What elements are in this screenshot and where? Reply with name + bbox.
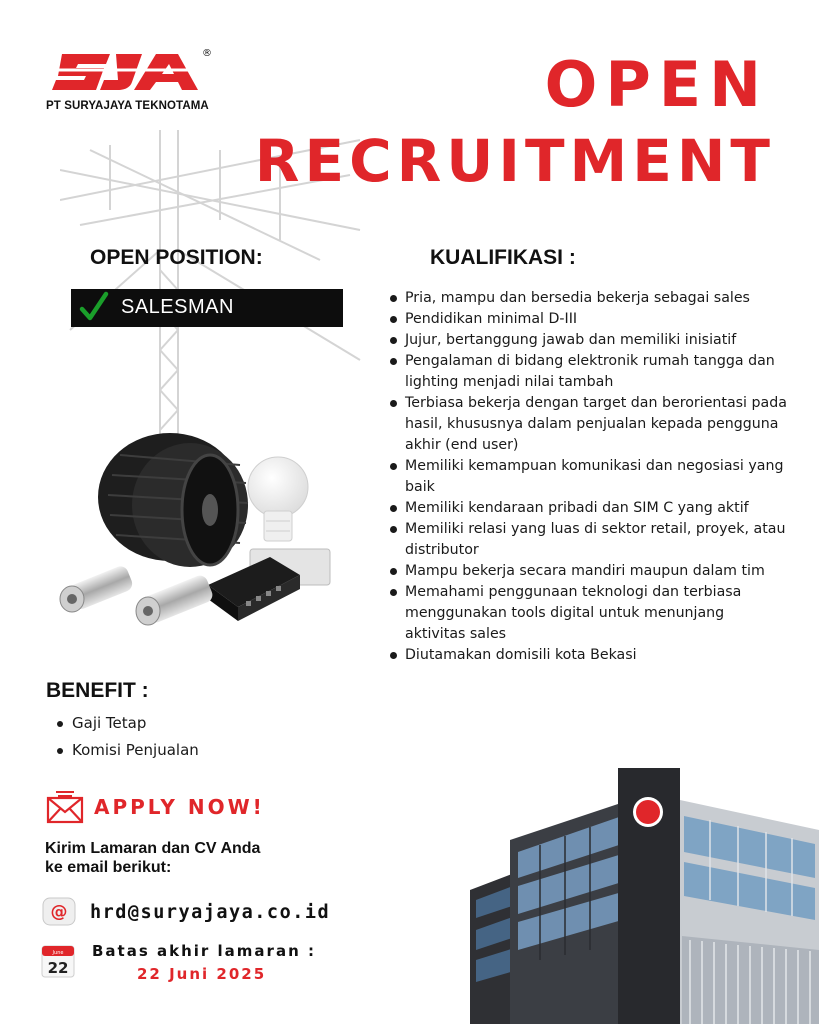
list-item: Diutamakan domisili kota Bekasi bbox=[388, 645, 788, 666]
apply-now-heading: APPLY NOW! bbox=[94, 795, 265, 819]
mail-icon bbox=[46, 790, 84, 824]
sja-logo-mark bbox=[52, 44, 212, 96]
cable-reel-icon bbox=[98, 433, 248, 567]
list-item: Mampu bekerja secara mandiri maupun dalam tim bbox=[388, 561, 788, 582]
kualifikasi-list bbox=[388, 288, 788, 666]
list-item: Jujur, bertanggung jawab dan memiliki inisiatif bbox=[388, 330, 788, 351]
company-name: PT SURYAJAYA TEKNOTAMA bbox=[46, 100, 209, 112]
power-supply-icon bbox=[208, 549, 330, 621]
headline-open: OPEN bbox=[544, 48, 769, 121]
calendar-month: June bbox=[52, 950, 64, 956]
deadline-label: Batas akhir lamaran : bbox=[92, 942, 316, 960]
list-item: Pengalaman di bidang elektronik rumah tangga dan lighting menjadi nilai tambah bbox=[388, 351, 788, 393]
deadline-date: 22 Juni 2025 bbox=[137, 965, 267, 983]
email-link[interactable]: hrd@suryajaya.co.id bbox=[90, 902, 331, 923]
list-item: Memahami penggunaan teknologi dan terbiasa menggunakan tools digital untuk menunjang aktivitas sales bbox=[388, 582, 788, 645]
list-item: Komisi Penjualan bbox=[56, 737, 199, 764]
registered-mark: ® bbox=[202, 48, 212, 59]
connector-icon bbox=[60, 564, 135, 612]
check-icon bbox=[79, 291, 109, 323]
office-building-illustration bbox=[470, 760, 819, 1024]
headline-recruitment: RECRUITMENT bbox=[254, 127, 775, 195]
calendar-icon bbox=[41, 942, 75, 978]
list-item: Pria, mampu dan bersedia bekerja sebagai sales bbox=[388, 288, 788, 309]
open-position-title: OPEN POSITION: bbox=[90, 246, 263, 269]
benefit-list bbox=[56, 710, 199, 764]
apply-instruction: ke email berikut: bbox=[45, 859, 172, 876]
list-item: Memiliki kemampuan komunikasi dan negosiasi yang baik bbox=[388, 456, 788, 498]
apply-instruction: Kirim Lamaran dan CV Anda bbox=[45, 840, 261, 857]
products-illustration bbox=[50, 425, 340, 640]
position-label: SALESMAN bbox=[121, 296, 234, 318]
position-banner bbox=[71, 289, 343, 327]
led-bulb-icon bbox=[248, 457, 308, 541]
list-item: Memiliki kendaraan pribadi dan SIM C yang aktif bbox=[388, 498, 788, 519]
svg-text:@: @ bbox=[50, 902, 68, 922]
list-item: Pendidikan minimal D-III bbox=[388, 309, 788, 330]
kualifikasi-title: KUALIFIKASI : bbox=[430, 246, 576, 269]
connector-icon bbox=[136, 573, 215, 625]
list-item: Memiliki relasi yang luas di sektor retail, proyek, atau distributor bbox=[388, 519, 788, 561]
at-icon bbox=[42, 895, 76, 927]
company-logo bbox=[46, 44, 216, 114]
benefit-title: BENEFIT : bbox=[46, 679, 149, 702]
calendar-day: 22 bbox=[47, 959, 69, 977]
list-item: Gaji Tetap bbox=[56, 710, 199, 737]
list-item: Terbiasa bekerja dengan target dan berorientasi pada hasil, khususnya dalam penjualan kepada pengguna akhir (end user) bbox=[388, 393, 788, 456]
